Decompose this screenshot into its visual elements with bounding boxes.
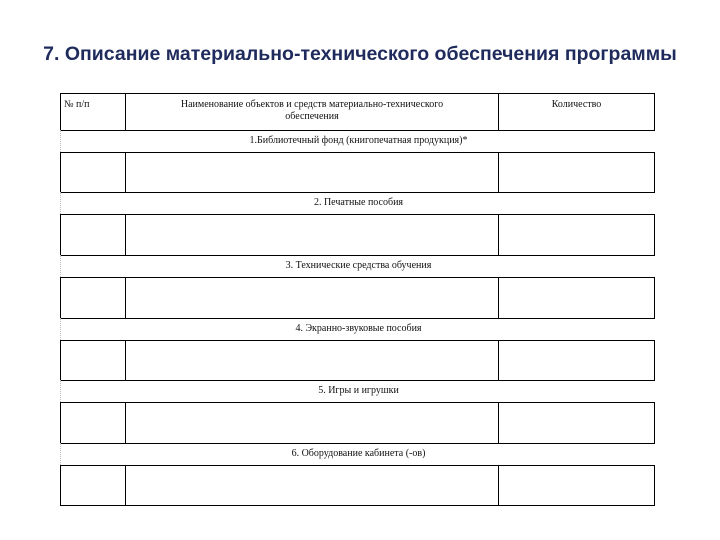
header-name <box>125 93 499 131</box>
name-cell[interactable] <box>125 340 499 381</box>
name-cell[interactable] <box>125 277 499 319</box>
header-quantity <box>498 93 655 131</box>
name-cell[interactable] <box>125 152 499 193</box>
quantity-cell[interactable] <box>498 402 655 444</box>
name-cell[interactable] <box>125 402 499 444</box>
quantity-cell[interactable] <box>498 465 655 506</box>
section-row: 4. Экранно-звуковые пособия <box>60 318 656 340</box>
name-cell[interactable] <box>125 214 499 256</box>
quantity-cell[interactable] <box>498 340 655 381</box>
quantity-cell[interactable] <box>498 214 655 256</box>
quantity-cell[interactable] <box>498 152 655 193</box>
header-label: Количество <box>551 99 602 110</box>
number-cell[interactable] <box>60 465 126 506</box>
header-label: Наименование объектов и средств материально-технического обеспечения <box>180 99 444 122</box>
name-cell[interactable] <box>125 465 499 506</box>
number-cell[interactable] <box>60 402 126 444</box>
section-row: 2. Печатные пособия <box>60 192 656 214</box>
header-label: № п/п <box>64 99 90 110</box>
number-cell[interactable] <box>60 340 126 381</box>
number-cell[interactable] <box>60 214 126 256</box>
number-cell[interactable] <box>60 277 126 319</box>
section-row: 5. Игры и игрушки <box>60 380 656 402</box>
header-number <box>60 93 126 131</box>
number-cell[interactable] <box>60 152 126 193</box>
section-row: 6. Оборудование кабинета (-ов) <box>60 443 656 465</box>
section-row: 1.Библиотечный фонд (книгопечатная продукция)* <box>60 130 656 152</box>
section-row: 3. Технические средства обучения <box>60 255 656 277</box>
quantity-cell[interactable] <box>498 277 655 319</box>
page-title: 7. Описание материально-технического обеспечения программы <box>43 43 677 65</box>
